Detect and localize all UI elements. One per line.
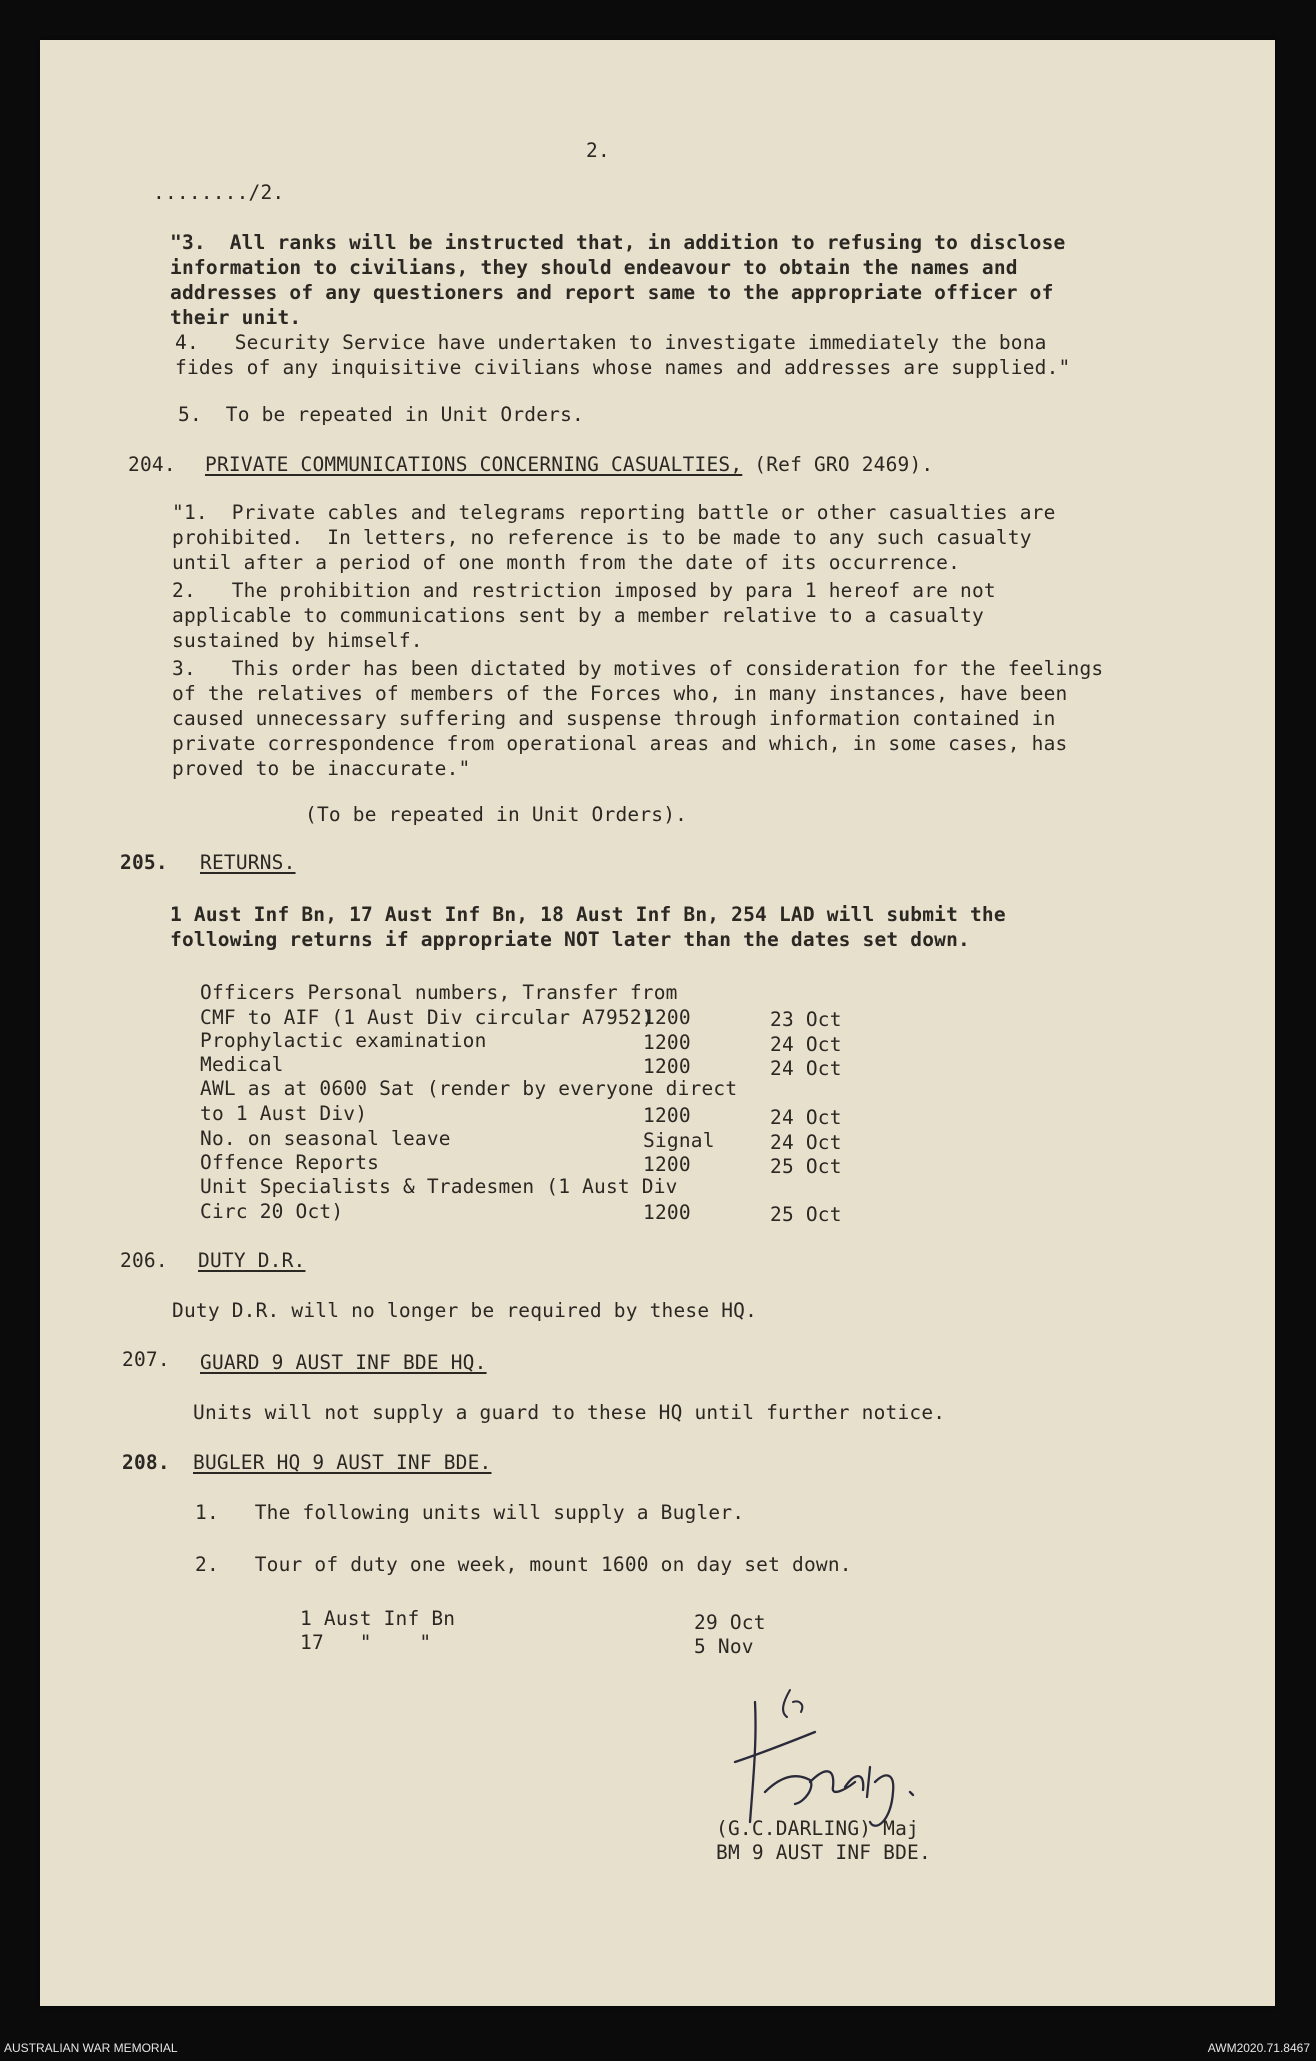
section-207-title: GUARD 9 AUST INF BDE HQ.	[200, 1351, 487, 1374]
para-4: 4. Security Service have undertaken to investigate immediately the bona fides of any inquisitive civilians whose names and addresses are supplied."	[175, 331, 1071, 379]
section-204-ref: (Ref GRO 2469).	[742, 453, 934, 476]
section-204-para-3: 3. This order has been dictated by motives of consideration for the feelings of the relatives of members of the Forces who, in many instances, have been caused unnecessary suffering and suspense through information contained in private correspondence from operational areas and which, in some cases, has proved to be inaccurate."	[172, 657, 1104, 780]
section-204-para-1: "1. Private cables and telegrams reporting battle or other casualties are prohibited. In letters, no reference is to be made to any such casualty until after a period of one month from the date of its occurrence.	[172, 501, 1056, 574]
footer-accession: AWM2020.71.8467	[1207, 2041, 1310, 2055]
section-205-number: 205.	[120, 851, 168, 874]
section-204-title: PRIVATE COMMUNICATIONS CONCERNING CASUALTIES,	[205, 453, 743, 476]
section-208-para-2: 2. Tour of duty one week, mount 1600 on day set down.	[195, 1553, 852, 1576]
returns-row-5-time: Signal	[643, 1129, 715, 1152]
section-206-text: Duty D.R. will no longer be required by these HQ.	[172, 1299, 758, 1322]
section-204-para-2: 2. The prohibition and restriction imposed by para 1 hereof are not applicable to communications sent by a member relative to a casualty sustained by himself.	[172, 579, 996, 652]
signatory-appointment: BM 9 AUST INF BDE.	[716, 1841, 931, 1864]
para-5: 5. To be repeated in Unit Orders.	[178, 403, 584, 426]
section-205-intro: 1 Aust Inf Bn, 17 Aust Inf Bn, 18 Aust Inf Bn, 254 LAD will submit the following returns if appropriate NOT later than the dates set down.	[170, 903, 1006, 951]
returns-row-7-item: Unit Specialists & Tradesmen (1 Aust Div Circ 20 Oct)	[200, 1175, 678, 1223]
bugler-date-1: 29 Oct	[694, 1611, 766, 1634]
section-208-number: 208.	[122, 1451, 170, 1474]
section-204-number: 204.	[128, 453, 176, 476]
section-207-text: Units will not supply a guard to these HQ until further notice.	[193, 1401, 946, 1424]
returns-row-3-item: Medical	[200, 1053, 284, 1076]
page-number: 2.	[586, 139, 610, 162]
returns-row-3-time: 1200	[643, 1055, 691, 1078]
section-208-title: BUGLER HQ 9 AUST INF BDE.	[193, 1451, 492, 1474]
signatory-name: (G.C.DARLING) Maj	[716, 1817, 919, 1840]
returns-row-7-date: 25 Oct	[770, 1203, 842, 1226]
returns-row-4-item: AWL as at 0600 Sat (render by everyone direct to 1 Aust Div)	[200, 1077, 738, 1125]
section-207-number: 207.	[122, 1348, 170, 1371]
returns-row-2-item: Prophylactic examination	[200, 1029, 487, 1052]
para-3: "3. All ranks will be instructed that, in addition to refusing to disclose information to civilians, they should endeavour to obtain the names and addresses of any questioners and report same to the appropriate officer of their unit.	[170, 231, 1066, 329]
section-204-repeat: (To be repeated in Unit Orders).	[305, 803, 688, 826]
footer-source: AUSTRALIAN WAR MEMORIAL	[4, 2041, 178, 2055]
returns-row-1-date: 23 Oct	[770, 1008, 842, 1031]
section-206-number: 206.	[120, 1249, 168, 1272]
bugler-unit-2: 17 " "	[300, 1631, 432, 1654]
returns-row-4-date: 24 Oct	[770, 1106, 842, 1129]
continuation-marker: ......../2.	[153, 181, 285, 204]
returns-row-5-item: No. on seasonal leave	[200, 1127, 451, 1150]
returns-row-1-time: 1200	[643, 1006, 691, 1029]
returns-row-6-date: 25 Oct	[770, 1155, 842, 1178]
returns-row-6-item: Offence Reports	[200, 1151, 380, 1174]
returns-row-3-date: 24 Oct	[770, 1057, 842, 1080]
returns-row-7-time: 1200	[643, 1201, 691, 1224]
returns-row-4-time: 1200	[643, 1104, 691, 1127]
returns-row-1-item: Officers Personal numbers, Transfer from CMF to AIF (1 Aust Div circular A7952)	[200, 981, 678, 1029]
bugler-date-2: 5 Nov	[694, 1635, 754, 1658]
returns-row-6-time: 1200	[643, 1153, 691, 1176]
document-page	[40, 40, 1275, 2006]
section-206-title: DUTY D.R.	[198, 1249, 306, 1272]
section-208-para-1: 1. The following units will supply a Bugler.	[195, 1501, 745, 1524]
returns-row-2-date: 24 Oct	[770, 1033, 842, 1056]
section-204-heading	[205, 452, 933, 477]
returns-row-5-date: 24 Oct	[770, 1131, 842, 1154]
bugler-unit-1: 1 Aust Inf Bn	[300, 1607, 456, 1630]
section-205-title: RETURNS.	[200, 851, 296, 874]
returns-row-2-time: 1200	[643, 1031, 691, 1054]
